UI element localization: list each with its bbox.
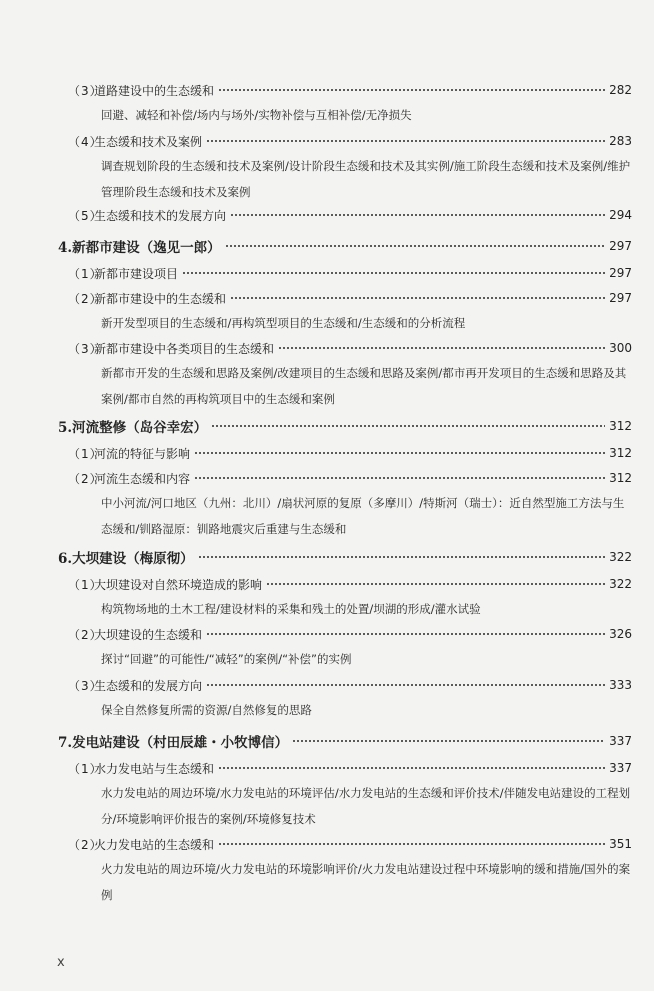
chapter-title: 6.大坝建设（梅原彻） xyxy=(58,551,194,567)
dot-leader xyxy=(218,89,605,91)
page-number: 300 xyxy=(609,341,632,355)
toc-section[interactable] xyxy=(68,80,632,100)
toc-section[interactable] xyxy=(68,624,632,644)
toc-section[interactable] xyxy=(68,338,632,358)
page-number: 322 xyxy=(609,550,632,564)
toc-chapter[interactable] xyxy=(58,415,632,437)
section-number: （4） xyxy=(68,134,103,149)
section-number: （3） xyxy=(68,678,103,693)
section-number: （2） xyxy=(68,291,103,306)
page-number: 297 xyxy=(609,291,632,305)
toc-subtopics: 中小河流/河口地区（九州：北川）/扇状河原的复原（多摩川）/特斯河（瑞士）：近自然型施工方法与生态缓和/钏路湿原：钏路地震灾后重建与生态缓和 xyxy=(101,496,625,536)
page-number: 337 xyxy=(609,761,632,775)
dot-leader xyxy=(218,843,605,845)
page-number: 337 xyxy=(609,734,632,748)
toc-section[interactable] xyxy=(68,443,632,463)
section-number: （5） xyxy=(68,208,103,223)
section-number: （2） xyxy=(68,471,103,486)
section-number: （3） xyxy=(68,341,103,356)
page-number: 322 xyxy=(609,577,632,591)
section-title: 道路建设中的生态缓和 xyxy=(94,83,215,98)
toc-section[interactable] xyxy=(68,758,632,778)
section-title: 大坝建设对自然环境造成的影响 xyxy=(94,577,263,592)
dot-leader xyxy=(198,556,606,558)
page-number: 312 xyxy=(609,471,632,485)
dot-leader xyxy=(292,740,605,742)
toc-subtopics: 回避、减轻和补偿/场内与场外/实物补偿与互相补偿/无净损失 xyxy=(101,108,412,122)
section-title: 新都市建设中的生态缓和 xyxy=(94,291,227,306)
section-title: 河流的特征与影响 xyxy=(94,446,191,461)
page-number: 312 xyxy=(609,419,632,433)
section-title: 生态缓和技术的发展方向 xyxy=(94,208,227,223)
chapter-title: 5.河流整修（岛谷幸宏） xyxy=(58,420,208,436)
dot-leader xyxy=(206,684,605,686)
dot-leader xyxy=(211,425,605,427)
toc-subtopics: 探讨“回避”的可能性/“减轻”的案例/“补偿”的实例 xyxy=(101,652,352,666)
toc-section[interactable] xyxy=(68,468,632,488)
section-title: 生态缓和技术及案例 xyxy=(94,134,203,149)
toc-chapter[interactable] xyxy=(58,235,632,257)
toc-section[interactable] xyxy=(68,574,632,594)
section-number: （2） xyxy=(68,627,103,642)
toc-subtopics: 新开发型项目的生态缓和/再构筑型项目的生态缓和/生态缓和的分析流程 xyxy=(101,316,466,330)
section-title: 火力发电站的生态缓和 xyxy=(94,837,215,852)
section-number: （1） xyxy=(68,577,103,592)
toc-subtopics: 构筑物场地的土木工程/建设材料的采集和残土的处置/坝湖的形成/灌水试验 xyxy=(101,602,481,616)
page-number: 333 xyxy=(609,678,632,692)
toc-subtopics: 调查规划阶段的生态缓和技术及案例/设计阶段生态缓和技术及其实例/施工阶段生态缓和技术及案例/维护管理阶段生态缓和技术及案例 xyxy=(101,159,631,199)
toc-chapter[interactable] xyxy=(58,730,632,752)
chapter-title: 7.发电站建设（村田辰雄・小牧博信） xyxy=(58,735,289,751)
page-number: 297 xyxy=(609,239,632,253)
dot-leader xyxy=(194,452,605,454)
dot-leader xyxy=(278,347,605,349)
section-number: （1） xyxy=(68,266,103,281)
section-title: 大坝建设的生态缓和 xyxy=(94,627,203,642)
section-number: （2） xyxy=(68,837,103,852)
toc-chapter[interactable] xyxy=(58,546,632,568)
toc-subtopics: 保全自然修复所需的资源/自然修复的思路 xyxy=(101,703,312,717)
dot-leader xyxy=(194,477,605,479)
toc-section[interactable] xyxy=(68,288,632,308)
section-number: （3） xyxy=(68,83,103,98)
section-title: 水力发电站与生态缓和 xyxy=(94,761,215,776)
toc-section[interactable] xyxy=(68,263,632,283)
page-number: 326 xyxy=(609,627,632,641)
section-number: （1） xyxy=(68,446,103,461)
toc-subtopics: 新都市开发的生态缓和思路及案例/改建项目的生态缓和思路及案例/都市再开发项目的生态缓和思路及其案例/都市自然的再构筑项目中的生态缓和案例 xyxy=(101,366,627,406)
dot-leader xyxy=(266,583,605,585)
dot-leader xyxy=(206,633,605,635)
section-number: （1） xyxy=(68,761,103,776)
page-number: 294 xyxy=(609,208,632,222)
dot-leader xyxy=(230,214,605,216)
toc-section[interactable] xyxy=(68,675,632,695)
toc-subtopics: 火力发电站的周边环境/火力发电站的环境影响评价/火力发电站建设过程中环境影响的缓和措施/国外的案例 xyxy=(101,862,631,902)
dot-leader xyxy=(218,767,605,769)
toc-section[interactable] xyxy=(68,205,632,225)
page-roman-numeral: x xyxy=(57,955,65,970)
toc-section[interactable] xyxy=(68,131,632,151)
page-number: 351 xyxy=(609,837,632,851)
section-title: 河流生态缓和内容 xyxy=(94,471,191,486)
page-number: 283 xyxy=(609,134,632,148)
dot-leader xyxy=(225,245,606,247)
page-number: 312 xyxy=(609,446,632,460)
section-title: 新都市建设项目 xyxy=(94,266,179,281)
section-title: 新都市建设中各类项目的生态缓和 xyxy=(94,341,275,356)
dot-leader xyxy=(230,297,605,299)
toc-subtopics: 水力发电站的周边环境/水力发电站的环境评估/水力发电站的生态缓和评价技术/伴随发电站建设的工程划分/环境影响评价报告的案例/环境修复技术 xyxy=(101,786,631,826)
toc-section[interactable] xyxy=(68,834,632,854)
dot-leader xyxy=(182,272,605,274)
chapter-title: 4.新都市建设（逸见一郎） xyxy=(58,240,221,256)
dot-leader xyxy=(206,140,605,142)
section-title: 生态缓和的发展方向 xyxy=(94,678,203,693)
page-number: 282 xyxy=(609,83,632,97)
page-number: 297 xyxy=(609,266,632,280)
